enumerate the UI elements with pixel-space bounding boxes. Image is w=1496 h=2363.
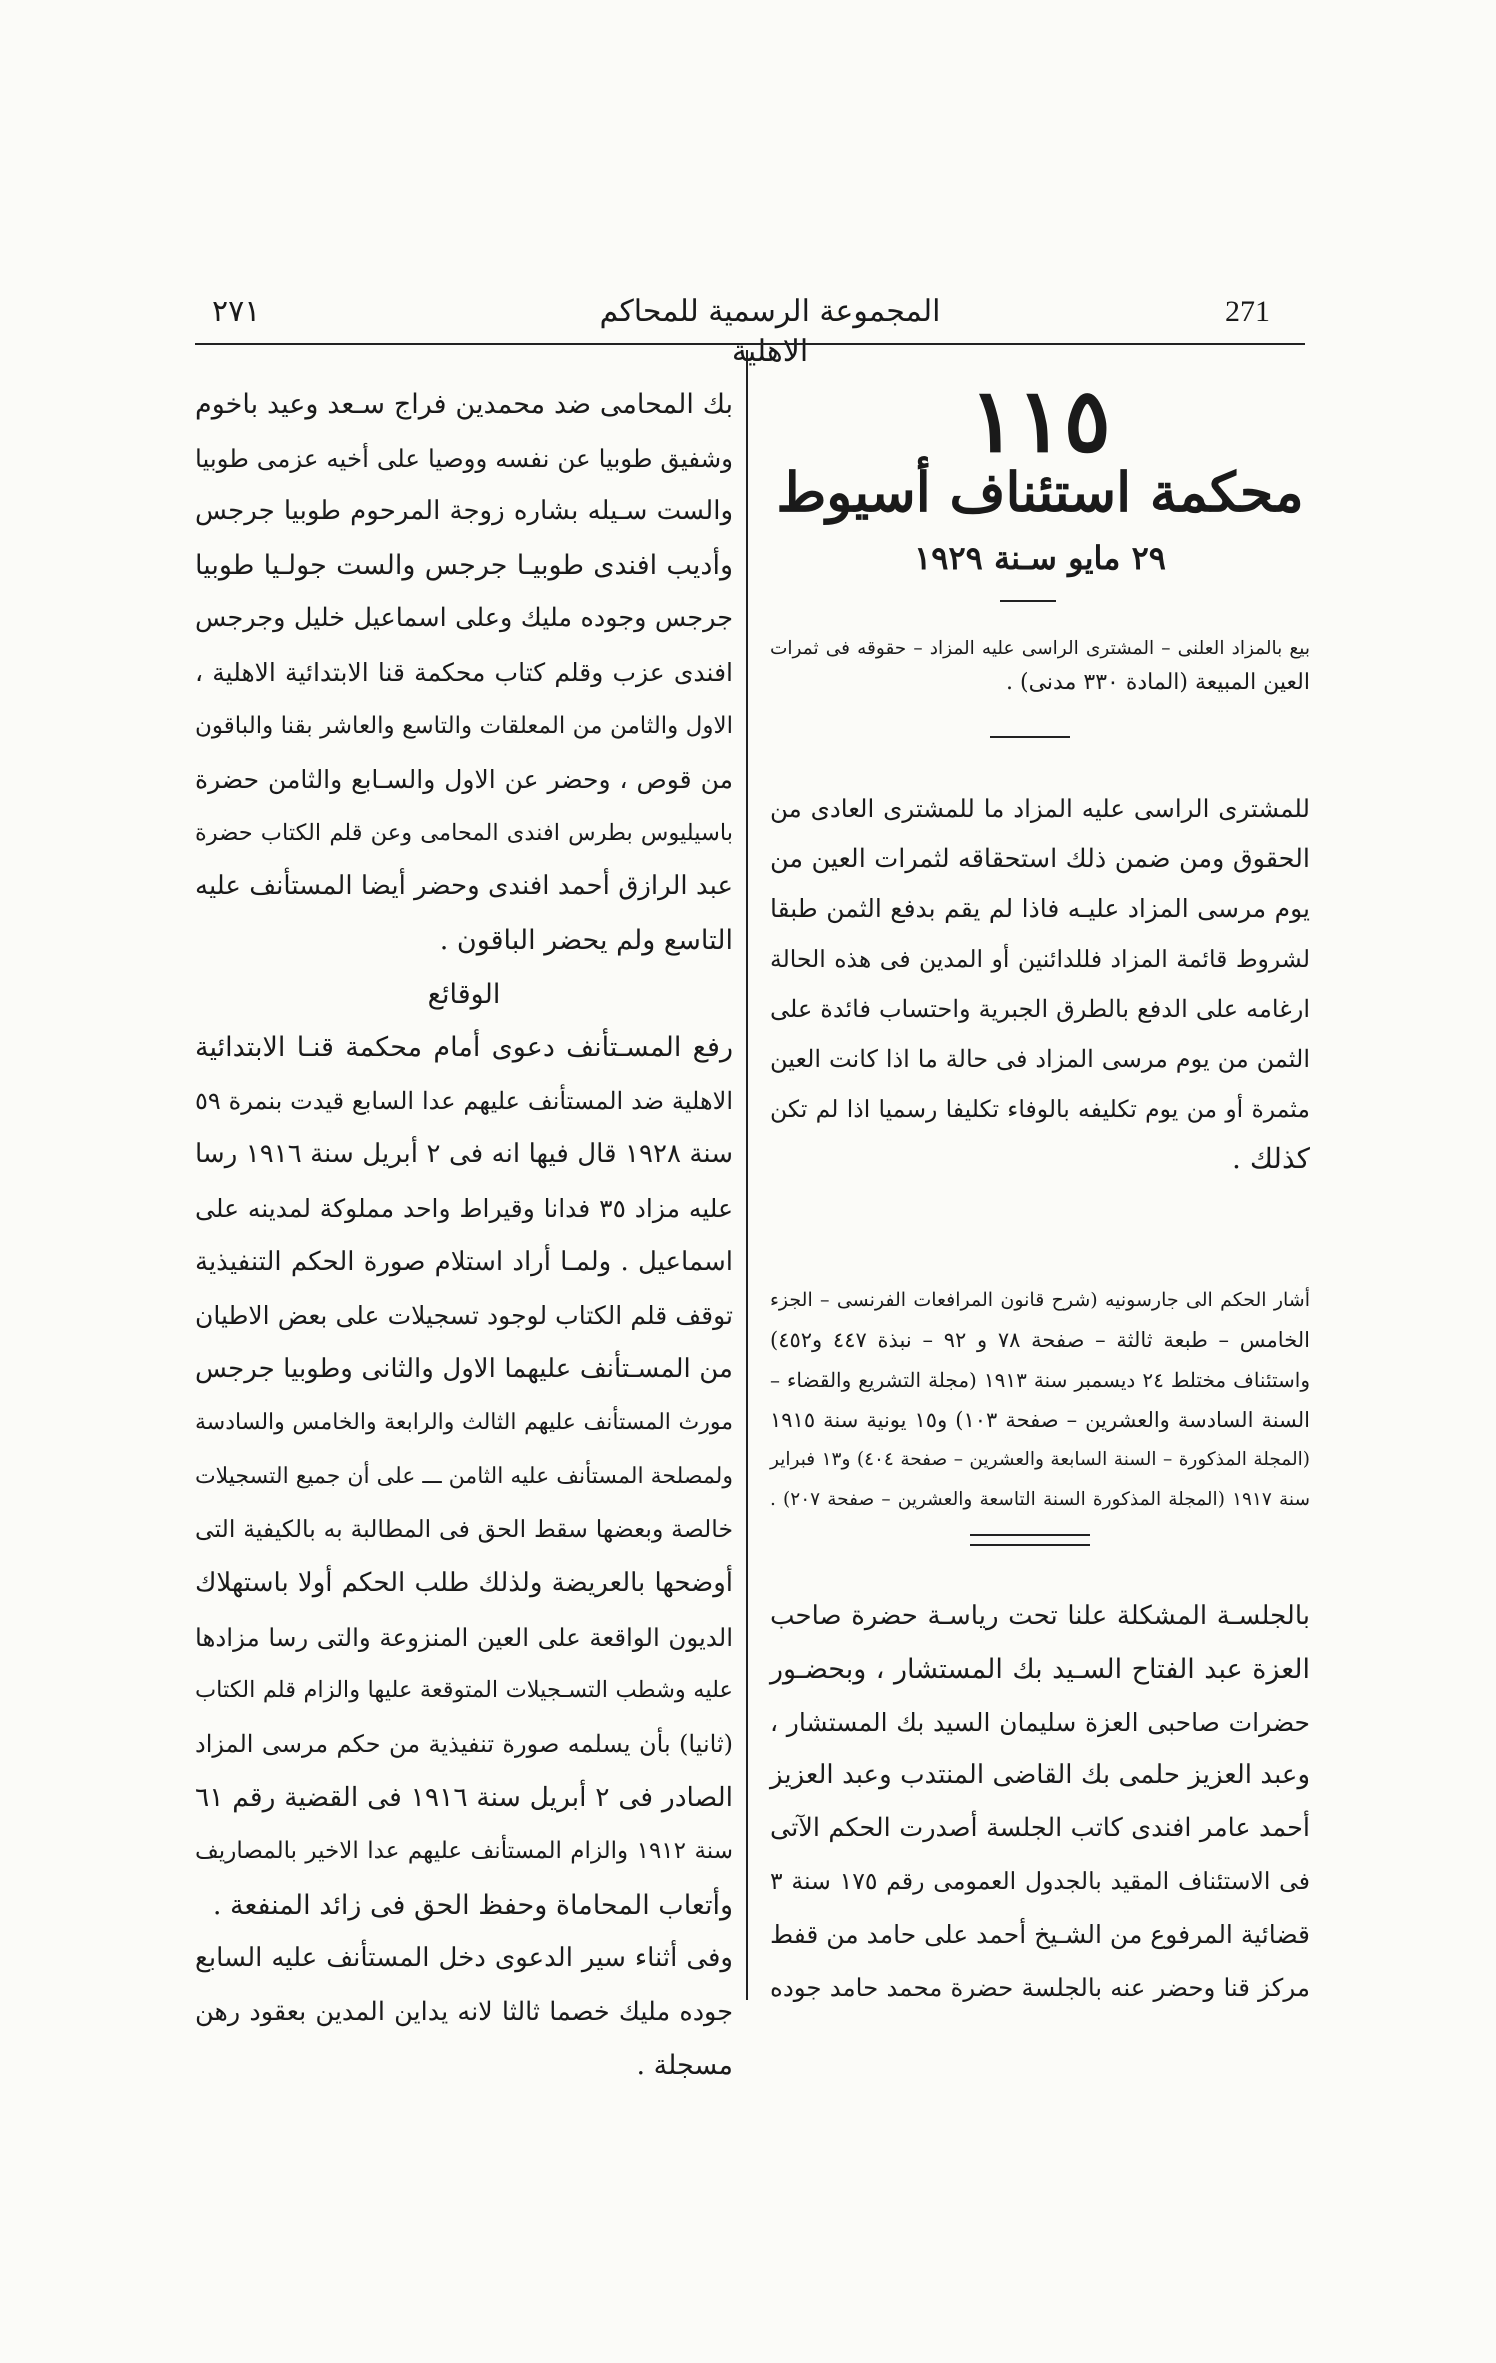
separator-rule <box>990 736 1070 738</box>
text-line: ولمصلحة المستأنف عليه الثامن ـــ على أن جميع التسجيلات <box>194 1463 733 1489</box>
text-line: وشفيق طوبيا عن نفسه ووصيا على أخيه عزمى طوبيا <box>195 443 733 473</box>
text-line: الاهلية ضد المستأنف عليهم عدا السابع قيدت بنمرة ٥٩ <box>195 1086 733 1115</box>
text-line: توقف قلم الكتاب لوجود تسجيلات على بعض الاطيان <box>195 1301 733 1331</box>
text-line: باسيليوس بطرس افندى المحامى وعن قلم الكتاب حضرة <box>195 819 733 846</box>
text-line: من قوص ، وحضر عن الاول والسـابع والثامن حضرة <box>195 765 733 795</box>
text-line: خالصة وبعضها سقط الحق فى المطالبة به بالكيفية التى <box>195 1515 733 1544</box>
text-line: (ثانيا) بأن يسلمه صورة تنفيذية من حكم مرسى المزاد <box>195 1729 733 1758</box>
text-line: رفع المسـتأنف دعوى أمام محكمة قنـا الابتدائية <box>195 1032 733 1064</box>
page-number-latin: 271 <box>1225 295 1270 328</box>
principle-line: للمشترى الراسى عليه المزاد ما للمشترى العادى من <box>770 794 1310 823</box>
summary-line: بيع بالمزاد العلنى – المشترى الراسى عليه المزاد – حقوقه فى ثمرات <box>770 638 1310 659</box>
session-line: العزة عبد الفتاح السـيد بك المستشار ، وبحضـور <box>770 1654 1310 1685</box>
note-line: سنة ١٩١٧ (المجلة المذكورة السنة التاسعة والعشرين – صفحة ٢٠٧) . <box>770 1489 1310 1510</box>
section-heading-facts: الوقائع <box>427 978 501 1010</box>
principle-line: لشروط قائمة المزاد فللدائنين أو المدين فى هذه الحالة <box>770 945 1310 973</box>
text-line: سنة ١٩٢٨ قال فيها انه فى ٢ أبريل سنة ١٩١٦ رسا <box>195 1139 733 1170</box>
double-rule-bottom <box>970 1544 1090 1546</box>
case-date: ٢٩ مايو سـنة ١٩٢٩ <box>914 539 1166 577</box>
page-number-arabic: ٢٧١ <box>212 294 261 329</box>
header-rule <box>195 343 1305 345</box>
principle-line: كذلك . <box>1232 1142 1310 1175</box>
text-line: الاول والثامن من المعلقات والتاسع والعاشر بقنا والباقون <box>195 712 733 739</box>
parties-paragraph <box>195 378 733 968</box>
text-line: جوده مليك خصما ثالثا لانه يداين المدين بعقود رهن <box>195 1996 733 2027</box>
text-line: الديون الواقعة على العين المنزوعة والتى رسا مزادها <box>195 1622 733 1652</box>
session-line: بالجلسـة المشكلة علنا تحت رياسـة حضرة صاحب <box>770 1601 1310 1631</box>
text-line: اسماعيل . ولمـا أراد استلام صورة الحكم التنفيذية <box>195 1246 733 1277</box>
reference-notes <box>770 1280 1310 1520</box>
intervention-paragraph <box>195 1932 733 2093</box>
separator-rule <box>1000 600 1056 602</box>
text-line: أوضحها بالعريضة ولذلك طلب الحكم أولا باستهلاك <box>195 1568 733 1599</box>
text-line: افندى عزب وقلم كتاب محكمة قنا الابتدائية الاهلية ، <box>195 657 733 687</box>
text-line: وأتعاب المحاماة وحفظ الحق فى زائد المنفعة . <box>212 1889 733 1921</box>
session-line: وعبد العزيز حلمى بك القاضى المنتدب وعبد العزيز <box>770 1760 1310 1790</box>
court-name: محكمة استئناف أسيوط <box>776 460 1304 524</box>
session-line: مركز قنا وحضر عنه بالجلسة حضرة محمد حامد جوده <box>770 1973 1310 2002</box>
text-line: مسجلة . <box>636 2050 733 2082</box>
session-line: فى الاستئناف المقيد بالجدول العمومى رقم ١٧٥ سنة ٣ <box>770 1867 1310 1895</box>
text-line: الصادر فى ٢ أبريل سنة ١٩١٦ فى القضية رقم ٦١ <box>195 1782 734 1814</box>
text-line: عبد الرازق أحمد افندى وحضر أيضا المستأنف عليه <box>195 871 733 902</box>
session-line: قضائية المرفوع من الشـيخ أحمد على حامد من قفط <box>770 1920 1310 1949</box>
principle-line: الثمن من يوم مرسى المزاد فى حالة ما اذا كانت العين <box>770 1045 1310 1073</box>
principle-line: ارغامه على الدفع بالطرق الجبرية واحتساب فائدة على <box>770 995 1310 1023</box>
summary-line: العين المبيعة (المادة ٣٣٠ مدنى) . <box>1006 670 1310 695</box>
text-line: عليه وشطب التسـجيلات المتوقعة عليها والزام قلم الكتاب <box>195 1677 733 1704</box>
note-line: الخامس – طبعة ثالثة – صفحة ٧٨ و ٩٢ – نبذة ٤٤٧ و٤٥٢) <box>770 1328 1310 1352</box>
note-line: (المجلة المذكورة – السنة السابعة والعشرين – صفحة ٤٠٤) و١٣ فبراير <box>770 1449 1310 1470</box>
case-summary <box>770 632 1310 700</box>
text-line: بك المحامى ضد محمدين فراج سـعد وعيد باخوم <box>195 389 733 420</box>
facts-paragraph <box>195 1021 733 1932</box>
note-line: أشار الحكم الى جارسونيه (شرح قانون المرافعات الفرنسى – الجزء <box>770 1289 1310 1311</box>
session-line: أحمد عامر افندى كاتب الجلسة أصدرت الحكم الآتى <box>770 1813 1310 1843</box>
principle-line: مثمرة أو من يوم تكليفه بالوفاء تكليفا رسميا اذا لم تكن <box>770 1095 1310 1123</box>
text-line: التاسع ولم يحضر الباقون . <box>439 924 733 956</box>
text-line: وأديب افندى طوبيـا جرجس والست جولـيا طوبيا <box>195 549 733 581</box>
text-line: وفى أثناء سير الدعوى دخل المستأنف عليه السابع <box>195 1943 733 1974</box>
principle-line: يوم مرسى المزاد عليـه فاذا لم يقم بدفع الثمن طبقا <box>770 894 1310 923</box>
principle-line: الحقوق ومن ضمن ذلك استحقاقه لثمرات العين من <box>770 844 1310 874</box>
session-line: حضرات صاحبى العزة سليمان السيد بك المستشار ، <box>770 1708 1310 1737</box>
left-column <box>195 378 733 2093</box>
session-paragraph <box>770 1590 1310 2014</box>
text-line: جرجس وجوده مليك وعلى اسماعيل خليل وجرجس <box>195 603 733 634</box>
note-line: واستئناف مختلط ٢٤ ديسمبر سنة ١٩١٣ (مجلة التشريع والقضاء – <box>770 1368 1310 1392</box>
column-divider <box>746 350 748 2000</box>
text-line: سنة ١٩١٢ والزام المستأنف عليهم عدا الاخير بالمصاريف <box>195 1838 734 1865</box>
publication-title: المجموعة الرسمية للمحاكم الاهلية <box>599 294 941 369</box>
text-line: مورث المستأنف عليهم الثالث والرابعة والخامس والسادسة <box>195 1410 733 1436</box>
note-line: السنة السادسة والعشرين – صفحة ١٠٣) و١٥ يونية سنة ١٩١٥ <box>770 1408 1311 1432</box>
double-rule-top <box>970 1534 1090 1536</box>
case-number: ١١٥ <box>969 368 1111 472</box>
text-line: عليه مزاد ٣٥ فدانا وقيراط واحد مملوكة لمدينه على <box>195 1193 733 1223</box>
text-line: والست سـيله بشاره زوجة المرحوم طوبيا جرجس <box>195 496 733 527</box>
text-line: من المسـتأنف عليهما الاول والثانى وطوبيا جرجس <box>195 1353 733 1384</box>
legal-principle <box>770 784 1310 1184</box>
